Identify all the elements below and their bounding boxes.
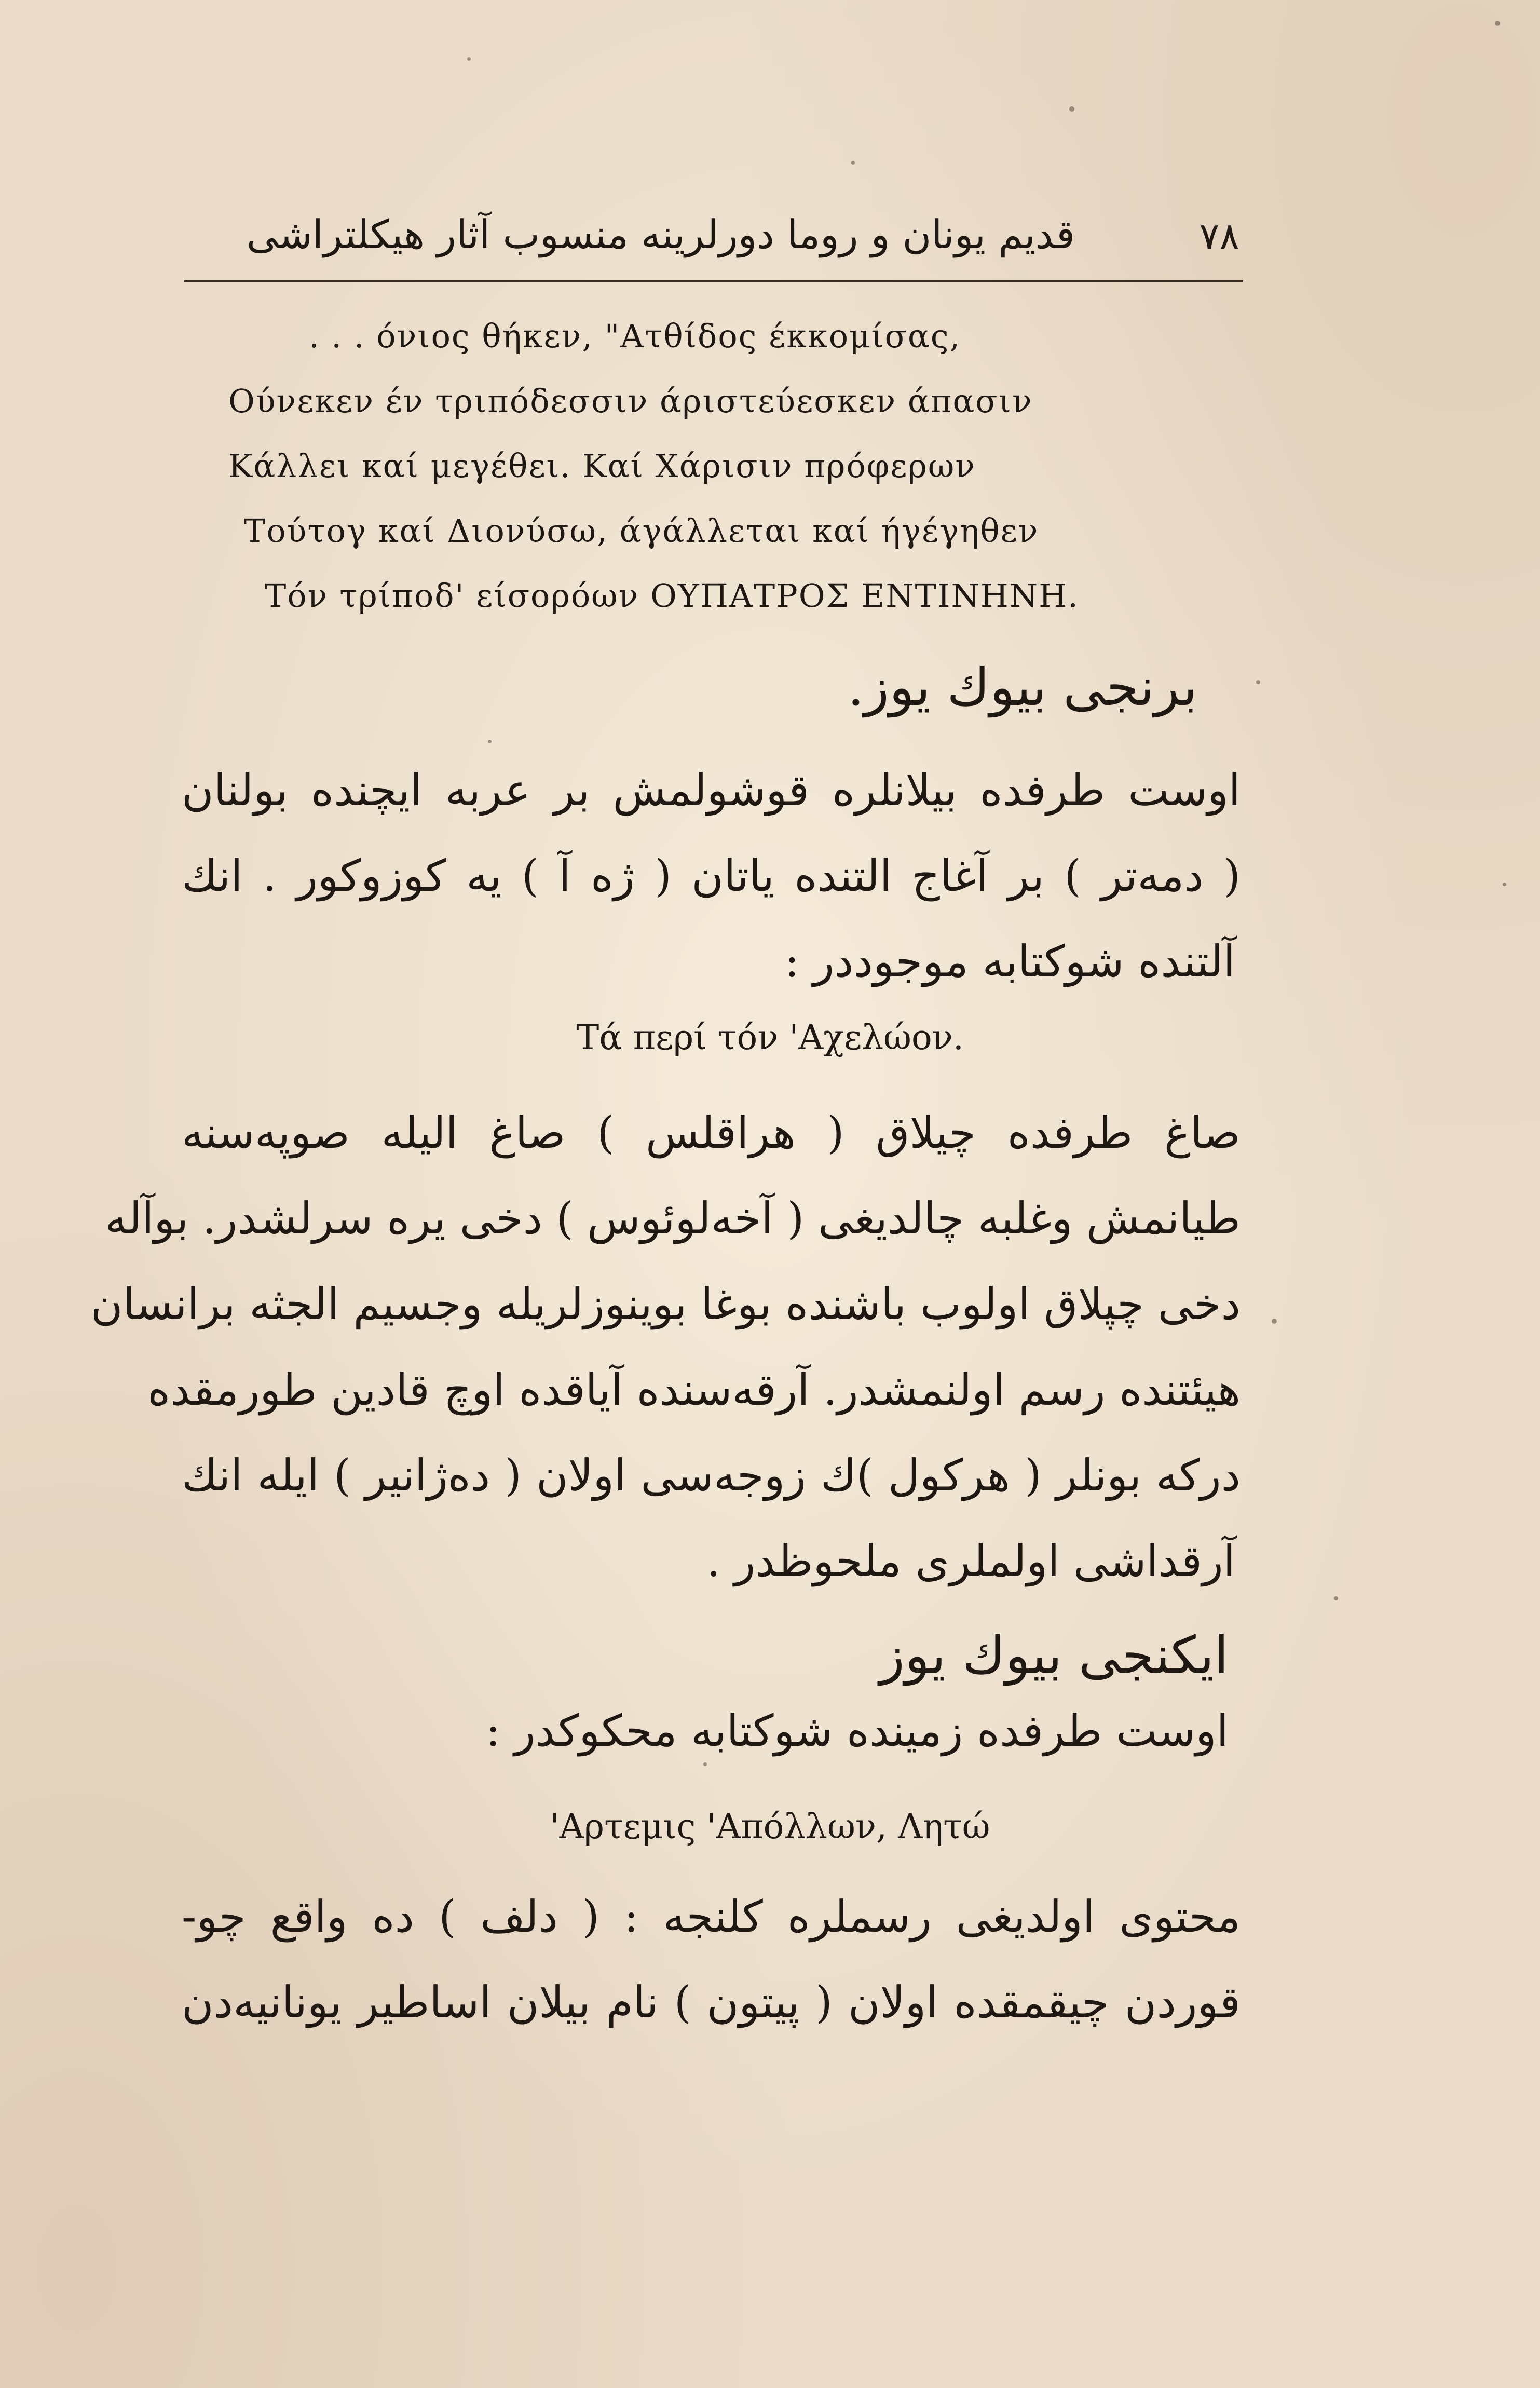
paragraph-line: ( دمه‌تر ) بر آغاج التنده یاتان ( ژه آ ) یه كوزوكور . انك [182,850,1241,901]
paper-speck [1495,21,1500,26]
greek-verse-line: Ούνεκεν έν τριπόδεσσιν άριστεύεσκεν άπασιν [228,382,1033,420]
paragraph-line: آرقداشی اولملری ملحوظدر . [706,1536,1235,1586]
paragraph-line: اوست طرفده بیلانلره قوشولمش بر عربه ایچنده بولنان [182,765,1241,816]
paper-speck [1503,883,1506,886]
paragraph-line: قوردن چیقمقده اولان ( پیتون ) نام بیلان اساطیر یونانیه‌دن [182,1977,1241,2028]
section-heading-second-face: ایكنجی بیوك یوز [879,1625,1229,1686]
paragraph-line: دخی چپلاق اولوب باشنده بوغا بوینوزلریله وجسیم الجثه برانسان [90,1279,1241,1329]
greek-verse-line: . . . όνιος θήκεν, "Ατθίδος έκκομίσας, [309,317,961,355]
paper-speck [1334,1596,1338,1600]
paper-speck [488,740,492,743]
paper-speck [1272,1319,1277,1324]
greek-caption-acheloos: Τά περί τόν 'Αχελώον. [576,1017,964,1057]
paragraph-line: صاغ طرفده چیلاق ( هراقلس ) صاغ الیله صوپه‌سنه [182,1107,1241,1158]
paper-speck [703,1762,707,1766]
greek-verse-line: Τόν τρίποδ' είσορόων ΟΥΠΑΤΡΟΣ ΕΝΤΙΝΗΝΗ. [265,577,1079,615]
paper-speck [1069,106,1074,112]
paragraph-line: هیئتنده رسم اولنمشدر. آرقه‌سنده آیاقده اوچ قادین طورمقده [147,1364,1241,1415]
paragraph-herakles [90,1088,1241,1607]
paper-speck [851,161,855,165]
greek-caption-artemis: 'Αρτεμις 'Απόλλων, Λητώ [550,1807,990,1847]
paper-speck [467,57,471,61]
page-header [186,205,1239,275]
paragraph-line: آلتنده شوكتابه موجوددر : [784,936,1235,987]
paragraph-line: درکه بونلر ( هركول )ك زوجه‌سی اولان ( ده‌ژانیر ) ایله انك [182,1450,1241,1501]
paragraph-first-face [182,745,1241,1007]
header-rule [184,280,1243,282]
paragraph-line: طیانمش وغلبه چالدیغی ( آخه‌لوئوس ) دخی یره سرلشدر. بوآله [105,1193,1241,1244]
greek-verse-block [228,304,1189,628]
paper-speck [1256,680,1260,684]
running-title: قدیم یونان و روما دورلرینه منسوب آثار هیكلتراشی [246,211,1075,257]
greek-verse-line: Τούτογ καί Διονύσω, άγάλλεται καί ήγέγηθεν [244,512,1039,550]
section-heading-first-face: برنجی بیوك یوز. [848,657,1197,717]
page-number: ۷۸ [1199,214,1239,258]
greek-verse-line: Κάλλει καί μεγέθει. Καί Χάρισιν πρόφερων [228,447,976,485]
paragraph-second-face-intro: اوست طرفده زمینده شوكتابه محكوكدر : [485,1705,1229,1756]
paragraph-line: محتوی اولدیغی رسملره كلنجه : ( دلف ) ده واقع چو- [182,1891,1241,1942]
paragraph-delphi [182,1871,1241,2048]
